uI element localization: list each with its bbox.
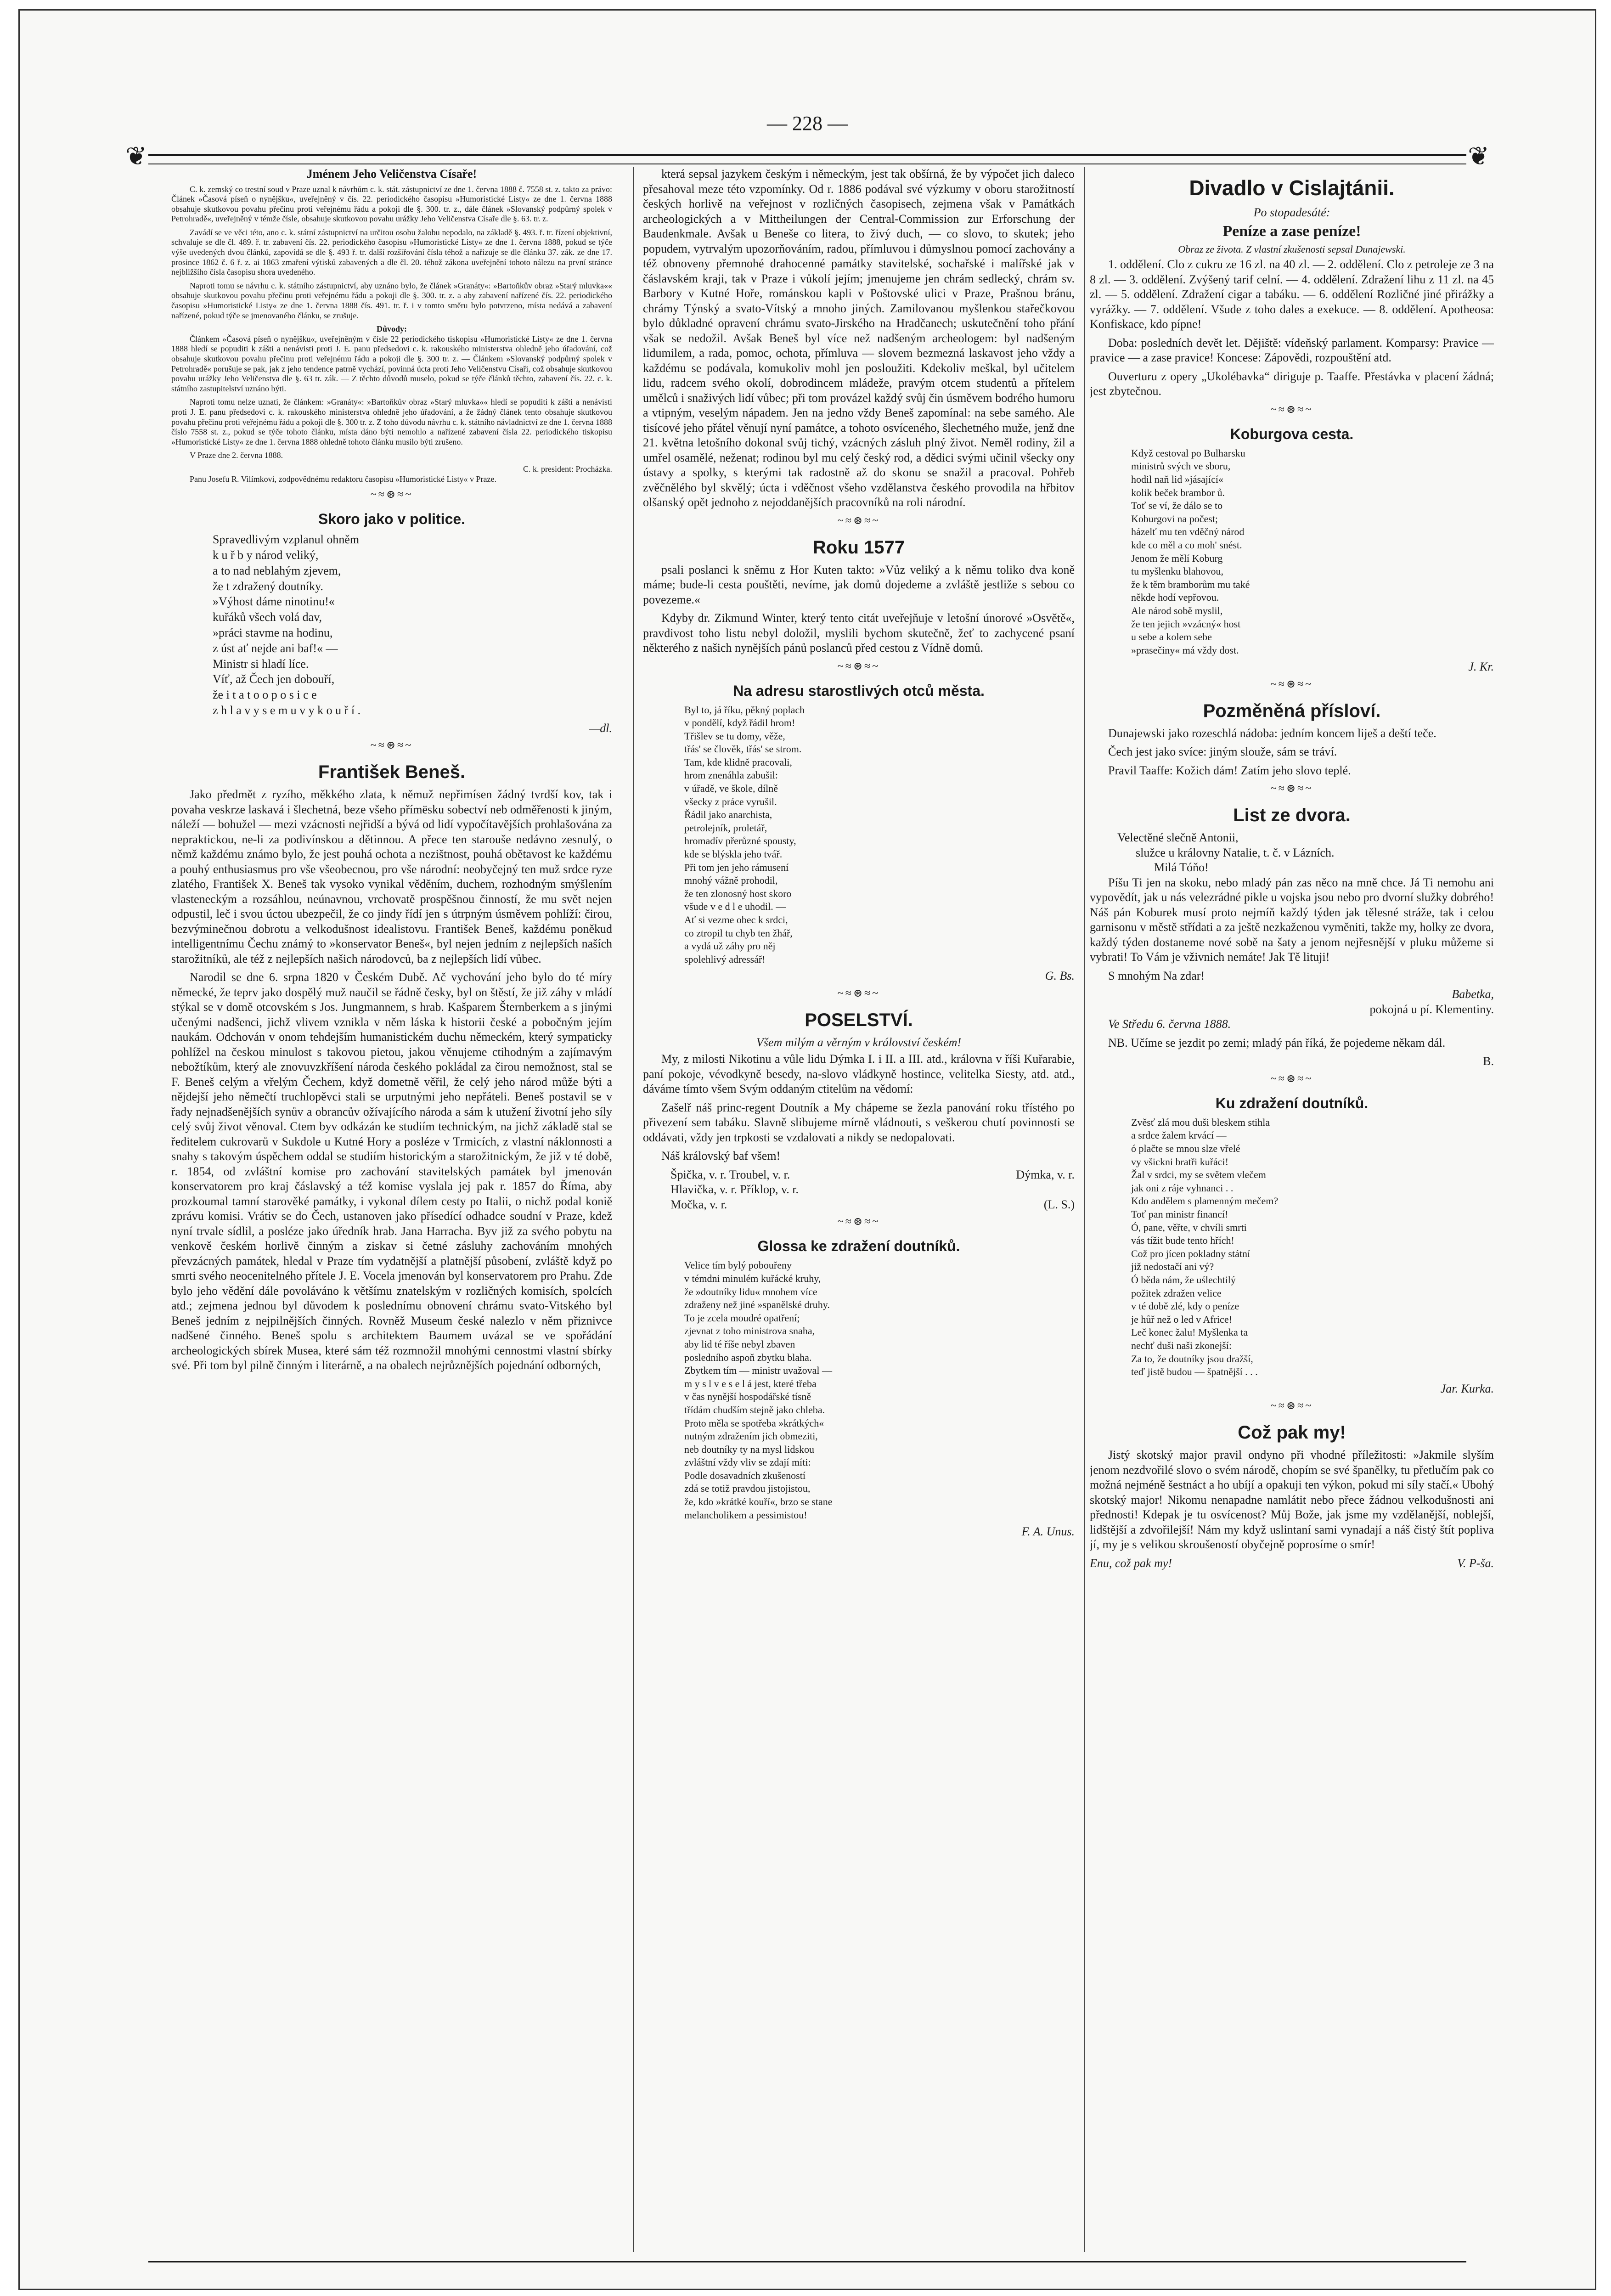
- poem-line: že ten zlonosný host skoro: [684, 887, 792, 899]
- separator-ornament: ~≈⊛≈~: [1270, 1400, 1313, 1412]
- poem-line: nutným zdražením jich obmeziti,: [684, 1430, 818, 1442]
- article-paragraph: Čech jest jako svíce: jiným slouže, sám se tráví.: [1108, 745, 1337, 759]
- separator-ornament: ~≈⊛≈~: [1270, 403, 1313, 416]
- court-order-date: V Praze dne 2. června 1888.: [190, 451, 283, 460]
- poem-line: a to nad neblahým zjevem,: [213, 564, 341, 577]
- poem-body: [213, 532, 612, 718]
- poem-line: že k těm bramborům mu také: [1131, 578, 1250, 590]
- letter-salutation: služce u královny Natalie, t. č. v Lázních.: [1136, 846, 1335, 859]
- article-paragraph: Narodil se dne 6. srpna 1820 v Českém Dubě. Ač vychování jeho bylo do té míry německé, že teprv jako dospělý muž naučil se řádně česky, byl on štěstí, že již záhy v mládí stýkal se v domě otcovském s Jos. Jungmannem, s hrab. Kašparem Šternberkem a s jinými učenými nadšenci, jichž vlivem vznikla v něm láska k historii české a pobočným jejím naukám. Odchován v onom tehdejším humanistickém duchu německém, který sympaticky pohlížel na českou minulost s takovou pietou, jakou věnujeme ctihodným a zajímavým nebožtíkům, který ale znovuvzkříšení národa českého pokládal za čirou nemožnost, stal se F. Beneš celým a vřelým Čechem, když dometně věřil, že celý jeho národ může býti a nějdejší jeho němečtí truchlopěvci stali se urputnými jeho nepřáteli. Beneš postavil se v řady nejnadšenějších synův a obrancův ožívajícího národa a sám k utužení životní jeho síly celý svůj život věnoval. Ctem byv odkázán ke studiím technickým, na jichž základě stal se ředitelem cukrovarů v Sukdole u Kutné Hory a posléze v Trmicích, z vlastní náklonnosti a snahy s takovým úspěchem oddal se studiím historickým a starožitnickým, že již v té době, r. 1854, od zvláštní komise pro zachování stavitelských památek byl jmenován konservatorem pro kraj čáslavský a též komise vyslala jej pak r. 1857 do Říma, aby prozkoumal tamní starověké památky, i vykonal dílem cesty po Italii, o nichž podal koniě zprávu komisi. Vrátiv se do Čech, ustanoven jako přísedící odhadce soudní v Praze, kdež nyní trvale sídlil, a posléze jako úředník hrab. Jana Harracha. Byv již za svého pobytu na venkově českém horlivě činným a ziskav si četné zásluhy zachováním mnohých převzácných památek, hledal v Praze tím vydatnější a platnější působení, zvláště když po smrti svého neocenitelného přítele J. E. Vocela jmenován byl konservatorem pro Prahu. Zde bylo jeho vědění dále povoláváno k většímu znatelským v rozličných komisích, spolcích atd.; zejmena jednou byl důvodem k poslednímu obnovení chrámu svato-Vitského byl Beneš jedním z nejpilnějších činných. Rovněž Museum české nalezlo v něm přiznivce nadšené činného. Beneš spolu s architektem Baumem uvázal se ve spořádání archeologických sbírek Musea, které sám též rozmnožil mnohými cennostmi vlastní sbírky své. Při tom byl pilně činným i literárně, a na obalech nejrůznějších pojednání odborných,: [171, 970, 612, 1372]
- poem-line: »Výhost dáme ninotinu!«: [213, 595, 335, 609]
- poem-line: kuřáků všech volá dav,: [213, 610, 322, 624]
- top-rule: [148, 154, 1466, 164]
- signatory-row: [670, 1168, 1075, 1183]
- poem-line: Víť, až Čech jen dobouří,: [213, 672, 335, 686]
- separator-ornament: ~≈⊛≈~: [370, 489, 413, 501]
- poem-title: Skoro jako v politice.: [318, 511, 466, 528]
- poem-line: m y s l v e s e l á jest, které třeba: [684, 1377, 817, 1389]
- poem-line: Podle dosavadních zkušeností: [684, 1469, 806, 1481]
- article-paragraph: Ouverturu z opery „Ukolébavka“ diriguje p. Taaffe. Přestávka v placení žádná; jest zbytečnou.: [1090, 369, 1494, 398]
- poem-signature: J. Kr.: [1468, 660, 1494, 674]
- signatory-name: Hlavička, v. r. Příklop, v. r.: [670, 1183, 799, 1196]
- poem-line: a srdce žalem krvácí —: [1131, 1129, 1227, 1141]
- article-title-divadlo: Divadlo v Cislajtánii.: [1189, 176, 1395, 200]
- poem-line: nechť duši naši zkonejší:: [1131, 1339, 1232, 1351]
- poem-line: Což pro jícen pokladny státní: [1131, 1247, 1250, 1259]
- poem-line: co ztropil tu chyb ten žhář,: [684, 927, 793, 939]
- court-order-paragraph: C. k. zemský co trestní soud v Praze uznal k návrhům c. k. stát. zástupnictví ze dne 1. června 1888 č. 7558 st. z. takto za právo: Článek »Časová píseň o nynějšku«, uveřejněný v čís. 22. periodického časopisu »Humoristické Listy« ze dne 1. června 1888 obsahuje skutkovou povahu přečinu proti veřejnému řádu a pokoji dle §. 300. tr. z., dále článek »Slovanský podpůrný spolek v Petrohradě«, uveřejněný v témže čísle, obsahuje skutkovou povahu urážky Jeho Veličenstva Císaře dle §. 63. tr. z.: [171, 184, 612, 224]
- poem-line: Třišlev se tu domy, věže,: [684, 730, 785, 742]
- poem-line: melancholikem a pessimistou!: [684, 1509, 807, 1521]
- poem-line: Proto měla se spotřeba »krátkých«: [684, 1417, 824, 1429]
- article-title-roku: Roku 1577: [812, 537, 905, 558]
- poem-line: hromadív přerůzné spousty,: [684, 835, 796, 847]
- poem-body: [1131, 1116, 1494, 1379]
- poem-line: vy všickni bratři kuřáci!: [1131, 1156, 1228, 1168]
- poem-line: Leč konec žalu! Myšlenka ta: [1131, 1326, 1248, 1338]
- signatory-row: [670, 1197, 1075, 1213]
- poem-line: Toť se ví, že dálo se to: [1131, 500, 1223, 512]
- poem-line: tu myšlenku blahovou,: [1131, 565, 1224, 577]
- separator-ornament: ~≈⊛≈~: [1270, 678, 1313, 690]
- poem-line: Když cestoval po Bulharsku: [1131, 447, 1245, 459]
- poem-line: zvláštní vždy vliv se zdají míti:: [684, 1456, 811, 1468]
- poem-line: v pondělí, když řádil hrom!: [684, 717, 795, 729]
- poem-line: zjevnat z toho ministrova snaha,: [684, 1325, 815, 1337]
- poem-line: všude v e d l e uhodil. —: [684, 901, 786, 913]
- article-paragraph: S mnohým Na zdar!: [1108, 969, 1205, 982]
- article-signature: V. P-ša.: [1457, 1556, 1494, 1570]
- poem-line: Jenom že mělí Koburg: [1131, 552, 1223, 564]
- court-order-paragraph: Naproti tomu se návrhu c. k. státního zástupnictví, aby uznáno bylo, že článek »Granáty«: »Bartoňkův obraz »Starý mluvka«« obsahuje skutkovou povahu přečinu proti veřejnému řádu a pokoji dle §. 300. tr. z. a aby zabavení nařízené čís. 22. periodického časopisu »Humoristické Listy« ze dne 1. června 1888 čís. 491. tr. ř. i v tomto směru bylo potvrzeno, místa nedává a zabavení nařízené, pokud týče se jmenovaného článku, se zrušuje.: [171, 281, 612, 320]
- poem-signature: Jar. Kurka.: [1440, 1382, 1494, 1395]
- poem-line: zdraženy než jiné »spanělské druhy.: [684, 1299, 830, 1311]
- poem-title: Ku zdražení doutníků.: [1215, 1094, 1369, 1111]
- poem-line: Toť pan ministr financí!: [1131, 1208, 1228, 1220]
- page-number: — 228 —: [767, 112, 848, 135]
- separator-ornament: ~≈⊛≈~: [370, 739, 413, 752]
- article-paragraph: která sepsal jazykem českým i německým, jest tak obšírná, že by výpočet jich daleco přesahoval meze této vzpomínky. Od r. 1886 podával své výzkumy v oboru starožitností českých horlivě na veřejnost v rozličných časopisech, zejmena však v Památkách archeologických a v Mittheilungen der Central-Commission zur Erforschung der Baudenkmale. Avšak u Beneše co litera, to živý duch, — co slovo, to skutek; jeho popudem, vytrvalým upozorňováním, radou, přímluvou i důmyslnou pomocí zachovány a též obnoveny přemnohé drahocenné památky stavitelské, sochařské i malířské jak v čáslavském kraji, tak v Praze i vůkolí jejím; jmenujeme jen chrám sedlecký, chrám sv. Barbory v Kutné Hoře, románskou kapli v Poštovské ulici v Praze, Prašnou bránu, chrámy Týnský a svato-Vítský a mnoho jiných. Zamilovanou myšlenkou stařečkovou bylo důkladné opravení chrámu svato-Jirského na Hradčanech; uskutečnění toho přání však se nedožil. Avšak Beneš byl více než nadšeným archeologem: byl nadšeným lidumilem, a rada, pomoc, ochota, přímluva — slovem bezmezná laskavost jeho vždy a každému se podávala, komukoliv mohl jen posloužiti. Kdekoliv meškal, byl učitelem lidu, radcem svého okolí, dobrodincem mládeže, pravým otcem studentů a přítelem umělců i snaživých lidí vůbec; při tom provázel každý svůj čin úsměvem bodrého humoru a vtipným, veselým nápadem. Jen na jedno vždy Beneš zapomínal: na sebe samého. Ale tisícové jeho přátel věnují nyní památce, a tohoto osvíceného, šlechetného muže, jenž dne 21. května letošního dokonal svůj tichý, vzácných zásluh plný život. Neměl rodiny, žil a umřel osamělé, neženat; rodinou byl mu celý český rod, a dědici svými učinil všecky ony ústavy a spolky, s kterými tak radostně až do skonu se snažil a pracoval. Pohřeb zvěčnělého byl skvělý; úcta i vděčnost všeho vzdělanstva českého provodila na hřbitov olšanský opět jednoho z nejoddanějších pracovníků na roli národní.: [643, 167, 1075, 509]
- article-subtitle: Peníze a zase peníze!: [1222, 223, 1361, 240]
- court-order-paragraph: Zavádí se ve věci této, ano c. k. státní zástupnictví na určitou osobu žalobu nepodalo, na základě §. 493. ř. tr. řízení objektivní, schvaluje se dle čl. 489. ř. tr. zabavení čís. 22. periodického časopisu »Humoristické Listy« ze dne 1. června 1888, pokud se týče výše uvedených dvou článků, zapovídá se dle §. 493 ř. tr. další rozšiřování čísla téhož a nařizuje se dle článku 37. zák. ze dne 17. prosince 1862 č. 6 ř. z. ai 1863 zmaření výtisků zabavených a dle čl. 20. téhož zákona uveřejnění tohoto nálezu na první stránce nejbližšího čísla časopisu shora uvedeného.: [171, 227, 612, 277]
- poem-line: kde se blýskla jeho tvář.: [684, 848, 783, 860]
- poem-line: To je zcela moudré opatření;: [684, 1312, 800, 1324]
- court-order-paragraph: Naproti tomu nelze uznati, že článkem: »Granáty«: »Bartoňkův obraz »Starý mluvka«« hledí se popuditi k zášti a nenávisti proti J. E. panu předsedovi c. k. rakouského ministerstva ohledně jeho úřadování, a že žádný článek tento obsahuje skutkovou povahu přečinu proti veřejnému řádu a pokoji dle §. 300 tr. z. Z toho důvodu návrhu c. k. státního návladnictví ze dne 1. června 1888 číslo 7558 st. z., pokud se týče tohoto článku, místa dáno býti nemohlo a nařízené zabavení čísla 22. periodického tiskopisu »Humoristické Listy« ze dne 1. června 1888 ohledně tohoto článku musilo býti zrušeno.: [171, 397, 612, 446]
- letter-postscript: NB. Učíme se jezdit po zemi; mladý pán říká, že pojedeme někam dál.: [1108, 1036, 1446, 1049]
- separator-ornament: ~≈⊛≈~: [837, 1216, 880, 1228]
- poem-line: v té době zlé, kdy o peníze: [1131, 1300, 1239, 1312]
- poem-line: že »doutníky lidu« mnohem více: [684, 1286, 817, 1297]
- signatory-name: Dýmka, v. r.: [1016, 1168, 1075, 1181]
- separator-ornament: ~≈⊛≈~: [1270, 1072, 1313, 1085]
- poem-line: k u ř b y národ veliký,: [213, 548, 319, 562]
- letter-date: Ve Středu 6. června 1888.: [1108, 1017, 1231, 1031]
- poem-line: teď jistě budou — špatnější . . .: [1131, 1366, 1258, 1378]
- poem-line: třás' se člověk, třás' se strom.: [684, 743, 802, 755]
- letter-signature: B.: [1483, 1055, 1494, 1068]
- poem-line: Byl to, já říku, pěkný poplach: [684, 704, 805, 716]
- poem-line: spolehlivý adressář!: [684, 953, 766, 965]
- article-closing: Enu, což pak my!: [1090, 1556, 1172, 1570]
- article-subtitle: Po stopadesáté:: [1253, 205, 1330, 219]
- poem-signature: F. A. Unus.: [1021, 1525, 1075, 1539]
- article-paragraph: Píšu Ti jen na skoku, nebo mladý pán zas něco na mně chce. Já Ti nemohu ani vypovědít, jak u nás velezrádné pikle u vojska jsou nebo pro dvorní služky dobrého! Náš pán Koburek musí proto nejmíň každý týden jak tělesné stráže, tak i celou garnisonu v městě střídati a za ještě nezkaženou vyměniti, takže my, holky ze dvora, každý týden dostaneme nové sobě na šaty a jenom nejřesnější v pluku můžeme si vybrati! To Vám je vživnich nemáte! Jak Tě lituji!: [1090, 875, 1494, 964]
- signatory-name: (L. S.): [1043, 1197, 1075, 1211]
- poem-line: Za to, že doutníky jsou dražší,: [1131, 1353, 1253, 1365]
- letter-salutation: Milá Tóňo!: [1154, 861, 1209, 874]
- poem-line: již nedostačí ani vý?: [1131, 1261, 1214, 1273]
- signatory-name: Močka, v. r.: [670, 1197, 727, 1211]
- article-paragraph: My, z milosti Nikotinu a vůle lidu Dýmka I. i II. a III. atd., královna v říši Kuřarabie, paní pokoje, vévodkyně besedy, na-slovo vládkyně hostince, velitelka Siesty, atd. atd., dáváme tímto všem Svým oddaným ctitelům na vědomí:: [643, 1052, 1075, 1096]
- poem-line: aby lid té říše nebyl zbaven: [684, 1338, 795, 1350]
- article-paragraph: Náš královský baf všem!: [661, 1149, 781, 1163]
- poem-line: v témdni minulém kuřácké kruhy,: [684, 1272, 821, 1284]
- poem-title: Na adresu starostlivých otců města.: [733, 682, 985, 699]
- poem-line: Spravedlivým vzplanul ohněm: [213, 533, 360, 547]
- poem-line: neb doutníky ty na mysl lidskou: [684, 1443, 814, 1455]
- poem-line: ministrů svých ve sboru,: [1131, 460, 1231, 472]
- article-paragraph: Jako předmět z ryzího, měkkého zlata, k němuž nepřimísen žádný tvrdší kov, tak i povaha veskrze laskavá i šlechetná, beze všeho přímësku sobectví neb odměřenosti k jiným, náleží — bohužel — mezi vzácnosti nejřidší a bývá od lidí vypočítavějších prohlašována za nepraktickou, ne-li za podivínskou a dětinnou. A přece ten starouše nedávno zesnulý, o němž každému známo bylo, že jest pouhá ochota a nezištnost, pouhá obětavost ke každému a pouhý enthusiasmus pro vše všeobecnou, pro vše národní: neobyčejný ten muž srdce ryze zlatého, František X. Beneš tak vysoko vynikal věděním, duchem, rozhodným smýšlením vlasteneckým a rozsáhlou, neúnavnou, vrchovatě prospěšnou činností, že mu svět nejen odpustil, leč i svou úctou ubezpečil, že co jindy řídí jen s útrpným úsměvem pohlíží: čirou, bezvýminečnou dobrotu a velkodušnost idealistovu. František Beneš, každému poněkud intelligentnímu Čechu známý to »konservator Beneš«, byl nejen jedním z nejlepších naších starožitníků, ale též z nejlepších našich národovců, ba z nejlepších lidí vůbec.: [171, 788, 612, 965]
- poem-line: mnohý vážně prohodil,: [684, 874, 778, 886]
- poem-line: hodil naň lid »jásající«: [1131, 474, 1224, 485]
- court-order-paragraph: Článkem »Časová píseň o nynějšku«, uveřejněným v čísle 22 periodického tiskopisu »Humoristické Listy« ze dne 1. června 1888 hledí se popuditi k zášti a nenávisti proti J. E. panu předsedovi c. k. rakouského ministerstva ohledně jeho úřadování, což obsahuje skutkovou povahu přečinu proti veřejnému řádu a pokoji dle §. 300 tr. z. — Článkem »Slovanský podpůrný spolek v Petrohradě« porušuje se pak, jak z jeho tendence patrně vychází, povinná úcta proti Jeho Veličenstvu Císaři, což obsahuje skutkovou povahu urážky Jeho Veličenstva dle §. 63 tr. zák. — Z těchto důvodů muselo, pokud se týče článků těchto, zabavení čís. 22. c. k. státního zastupitelství uznáno býti.: [171, 334, 612, 393]
- poem-line: že, kdo »krátké kouří«, brzo se stane: [684, 1496, 833, 1508]
- article-title-coz: Což pak my!: [1238, 1422, 1346, 1443]
- letter-salutation: Velectěné slečně Antonii,: [1117, 831, 1239, 845]
- corner-ornament-icon: ❦: [1468, 142, 1489, 171]
- poem-line: z h l a v y s e m u v y k o u ř í .: [213, 703, 361, 717]
- poem-line: ó plačte se mnou slze vřelé: [1131, 1143, 1240, 1155]
- article-subtitle: Obraz ze života. Z vlastní zkušenosti sepsal Dunajewski.: [1178, 243, 1406, 255]
- article-paragraph: Dunajewski jako rozeschlá nádoba: jedním koncem liješ a deští teče.: [1108, 726, 1436, 740]
- poem-body: [684, 1259, 1075, 1522]
- poem-line: »práci stavme na hodinu,: [213, 626, 333, 639]
- court-order-grounds-heading: Důvody:: [376, 324, 407, 334]
- poem-line: Ministr si hladí líce.: [213, 657, 309, 671]
- article-paragraph: psali poslanci k sněmu z Hor Kuten takto: »Vůz veliký a k němu toliko dva koně máme; bude-li cesta pouštěti, nevíme, jak domů dojedeme a zvláště jestliže s sebou co povezeme.«: [643, 563, 1075, 606]
- poem-line: že ten jejich »vzácný« host: [1131, 618, 1241, 630]
- bottom-rule: [148, 2261, 1466, 2262]
- poem-line: kde co měl a co moh' snést.: [1131, 539, 1242, 551]
- signatory-name: Špička, v. r. Troubel, v. r.: [670, 1168, 790, 1181]
- poem-line: z úst ať nejde ani baf!« —: [213, 641, 338, 655]
- poem-line: že i t a t o o p o s i c e: [213, 688, 317, 702]
- poem-line: Řádil jako anarchista,: [684, 809, 772, 821]
- signatories-list: [670, 1168, 1075, 1213]
- poem-line: Kdo andělem s plamenným mečem?: [1131, 1195, 1279, 1207]
- article-title-list: List ze dvora.: [1233, 805, 1351, 826]
- court-order-title: Jménem Jeho Veličenstva Císaře!: [306, 167, 477, 181]
- column-right: [1090, 167, 1494, 2252]
- newspaper-page: [18, 9, 1596, 2290]
- court-order-signature: C. k. president: Procházka.: [523, 464, 612, 474]
- poem-line: Zvěsť zlá mou duši bleskem stihla: [1131, 1116, 1270, 1128]
- letter-signature: Babetka,: [1452, 987, 1494, 1001]
- separator-ornament: ~≈⊛≈~: [837, 987, 880, 999]
- corner-ornament-icon: ❦: [125, 142, 147, 171]
- poem-line: zdá se totiž pravdou jistojistou,: [684, 1483, 811, 1495]
- article-paragraph: Jistý skotský major pravil ondyno při vhodné příležitosti: »Jakmile slyším jenom nezdvořilé slovo o svém národě, chopím se své španělky, tu přetlučím pak co možná nejméně šestnáct a ho ubíjí a opakuji ten výkon, pokud mi síly stačí.« Ubohý skotský major! Nikomu nenapadne namlátit nebo přece žádnou velkodušnosti ani přednosti! Kdepak je tu osvícenost? Můj Bože, jak jsme my vzdělanější, noblejší, lidštější a zdvořilejší! Nám my když uslintaní sami vynadají a náš čistý štít popliva jí, my je s velikou skroušeností obyčejně poprosíme o smír!: [1090, 1448, 1494, 1551]
- poem-line: požitek zdražen velice: [1131, 1287, 1222, 1299]
- poem-body: [1131, 447, 1494, 657]
- separator-ornament: ~≈⊛≈~: [837, 660, 880, 672]
- poem-line: kolik beček brambor ů.: [1131, 486, 1225, 498]
- poem-line: Při tom jen jeho rámusení: [684, 861, 789, 873]
- poem-line: Ať si vezme obec k srdci,: [684, 914, 788, 925]
- poem-line: Ó, pane, věřte, v chvíli smrti: [1131, 1221, 1247, 1233]
- poem-line: petrolejník, proletář,: [684, 822, 767, 834]
- column-left: [171, 167, 612, 2252]
- poem-line: všecky z práce vyrušil.: [684, 795, 777, 807]
- poem-line: »prasečiny« má vždy dost.: [1131, 644, 1239, 656]
- poem-body: [684, 704, 1075, 966]
- poem-line: vás tížit bude tento hřích!: [1131, 1235, 1234, 1247]
- poem-line: v úřadě, ve škole, dílně: [684, 783, 778, 795]
- poem-line: Žal v srdci, my se světem vlečem: [1131, 1169, 1266, 1181]
- column-middle: [633, 167, 1085, 2252]
- poem-line: posledního aspoň zbytku blaha.: [684, 1351, 812, 1363]
- poem-signature: G. Bs.: [1045, 969, 1075, 983]
- poem-signature: —dl.: [589, 721, 612, 735]
- separator-ornament: ~≈⊛≈~: [837, 514, 880, 527]
- poem-line: a vydá už záhy pro něj: [684, 940, 776, 952]
- article-paragraph: Pravil Taaffe: Kožich dám! Zatím jeho slovo teplé.: [1108, 763, 1351, 777]
- poem-line: Velice tím bylý pobouřeny: [684, 1259, 792, 1271]
- article-paragraph: Kdyby dr. Zikmund Winter, který tento citát uveřejňuje v letošní únorové »Osvětě«, pravdivost toho listu nebyl doložil, myslili bychom skutečně, žeť to zachycené psaní některého z našich nynějších pánů poslanců před cestou z Vídně domů.: [643, 611, 1075, 654]
- separator-ornament: ~≈⊛≈~: [1270, 783, 1313, 795]
- poem-line: někde hodí vepřovou.: [1131, 592, 1219, 604]
- article-paragraph: Doba: posledních devět let. Dějiště: vídeňský parlament. Komparsy: Pravice — pravice — a zase pravice! Koncese: Zápovědi, rozpouštění atd.: [1090, 336, 1494, 365]
- article-paragraph: 1. oddělení. Clo z cukru ze 16 zl. na 40 zl. — 2. oddělení. Clo z petroleje ze 3 na 8 zl. — 3. oddělení. Zvýšený tarif celní. — 4. oddělení. Zdražení lihu z 11 zl. na 45 zl. — 5. oddělení. Zdražení cigar a tabáku. — 6. oddělení Rozličné jiné přirážky a vyrážky. — 7. oddělení. Všude z toho dales a exekuce. — 8. oddělení. Apotheosa: Konfiskace, kdo pípne!: [1090, 258, 1494, 331]
- poem-line: házelť mu ten vděčný národ: [1131, 526, 1245, 538]
- poem-line: Zbytkem tím — ministr uvažoval —: [684, 1365, 833, 1376]
- poem-line: Koburgovi na počest;: [1131, 513, 1218, 525]
- poem-line: Ó běda nám, že uślechtilý: [1131, 1274, 1236, 1286]
- poem-line: je hůř než o led v Africe!: [1131, 1313, 1232, 1325]
- poem-line: že t zdražený doutníky.: [213, 579, 323, 593]
- poem-title: Glossa ke zdražení doutníků.: [757, 1238, 960, 1255]
- article-paragraph: Zašelř náš princ-regent Doutník a My chápeme se žezla panování roku třístého po přivezení sem tabáku. Slavně slibujeme mírně vládnouti, s veškerou chutí povinnosti se oddávati, vždy jen trpkosti se vzdalovati a nikdy se nedopalovati.: [643, 1100, 1075, 1144]
- article-title-poselstvi: POSELSTVÍ.: [805, 1010, 913, 1030]
- poem-line: jak oni z ráje vyhnanci . .: [1131, 1182, 1234, 1194]
- signatory-row: [670, 1182, 1075, 1197]
- poem-line: v čas nynější hospodářské tísně: [684, 1391, 811, 1403]
- poem-line: u sebe a kolem sebe: [1131, 631, 1212, 643]
- poem-line: Ale národ sobě myslil,: [1131, 604, 1223, 616]
- letter-signature: pokojná u pí. Klementiny.: [1369, 1002, 1494, 1016]
- article-subtitle: Všem milým a věrným v království českém!: [756, 1035, 962, 1049]
- article-title-prislovi: Pozměněná přísloví.: [1203, 700, 1381, 721]
- poem-line: Tam, kde klidně pracovali,: [684, 756, 792, 768]
- poem-title: Koburgova cesta.: [1230, 425, 1354, 442]
- poem-line: třídám chudším stejně jako chleba.: [684, 1404, 825, 1416]
- court-order-note: Panu Josefu R. Vilímkovi, zodpovědnému redaktoru časopisu »Humoristické Listy« v Praze.: [190, 474, 496, 484]
- poem-line: hrom znenáhla zabušil:: [684, 769, 778, 781]
- article-title-benes: František Beneš.: [318, 762, 466, 783]
